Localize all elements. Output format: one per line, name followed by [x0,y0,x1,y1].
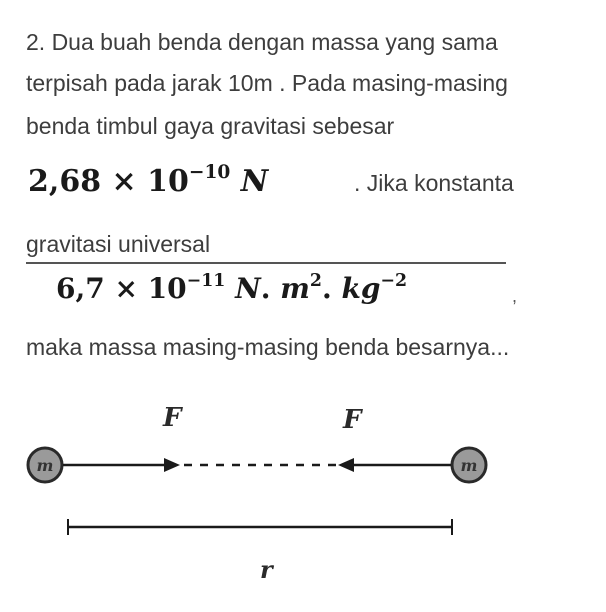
constant-dot-2: . [321,272,332,305]
question-line-7: maka massa masing-masing benda besarnya... [26,334,510,360]
force-times-sign: × [111,164,137,199]
distance-indicator [68,519,452,535]
mass-right [452,448,486,482]
distance-label: r [260,555,273,584]
mass-right-label: m [460,456,478,475]
gravitational-constant-formula [56,272,407,305]
constant-unit-n: N [235,272,261,305]
formula-divider-line [26,262,506,264]
constant-m-exponent: 2 [309,270,322,291]
constant-unit-m: m [280,272,310,305]
constant-exponent: −11 [186,270,226,291]
force-arrow-left [63,458,180,472]
force-unit: N [240,164,269,199]
constant-kg-exponent: −2 [380,270,408,291]
gravitation-diagram [0,390,606,612]
constant-times-sign: × [114,272,138,305]
force-left-label: F [163,403,182,433]
force-right-label: F [343,405,362,435]
question-line-3: benda timbul gaya gravitasi sebesar [26,113,395,139]
force-arrow-right [338,458,451,472]
arrow-head-right [164,458,180,472]
constant-dot-1: . [260,272,271,305]
constant-base: 10 [147,272,187,305]
question-line-5: gravitasi universal [26,231,211,257]
mass-left-label: m [36,456,54,475]
force-base: 10 [147,164,189,199]
force-exponent: −10 [188,162,231,183]
constant-mantissa: 6,7 [56,272,105,305]
constant-tail-comma: , [512,286,518,306]
mass-left [28,448,62,482]
constant-unit-kg: kg [341,272,381,305]
arrow-head-left [338,458,354,472]
question-line-2: terpisah pada jarak 10m . Pada masing-masing [26,70,508,96]
question-line-1: 2. Dua buah benda dengan massa yang sama [26,29,498,55]
force-mantissa: 2,68 [28,164,102,199]
force-value-formula [28,164,268,199]
question-line-4-tail: . Jika konstanta [354,170,514,196]
